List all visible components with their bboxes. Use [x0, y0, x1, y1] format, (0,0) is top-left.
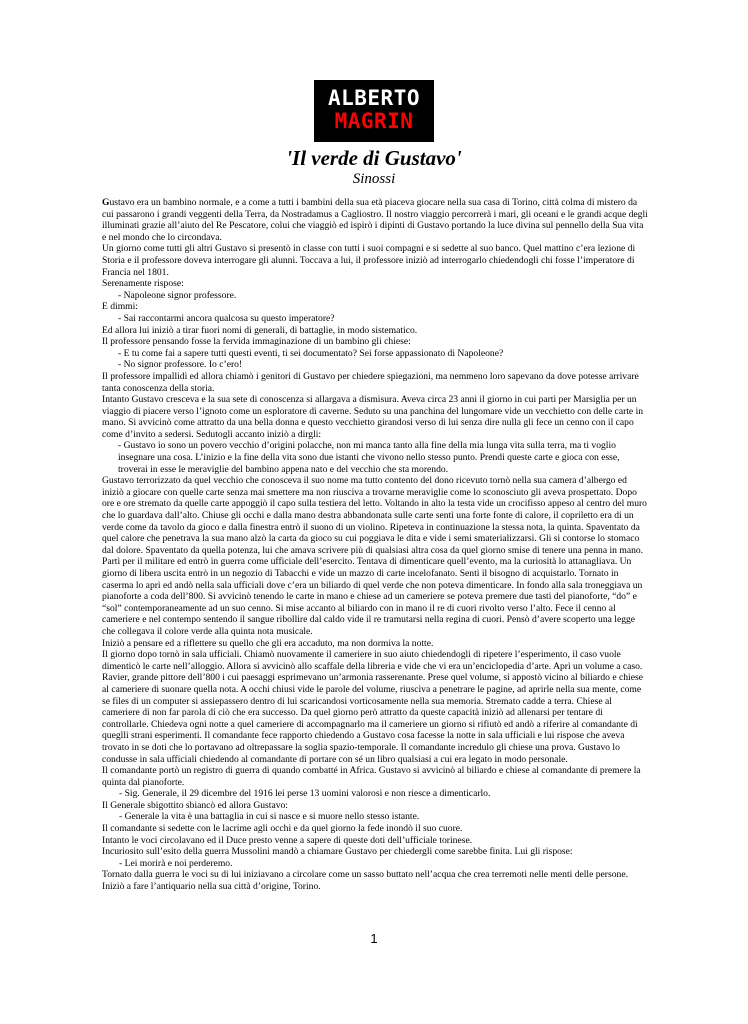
paragraph	[102, 811, 650, 823]
paragraph	[102, 371, 650, 394]
paragraph-text: Iniziò a fare l’antiquario nella sua città d’origine, Torino.	[102, 881, 321, 893]
paragraph	[102, 649, 650, 765]
paragraph	[102, 243, 650, 278]
paragraph-text: Serenamente rispose:	[102, 278, 184, 290]
logo-line-2: MAGRIN	[334, 109, 414, 133]
paragraph	[102, 197, 650, 243]
paragraph	[102, 858, 650, 870]
paragraph	[102, 846, 650, 858]
paragraph-text: Il professore pensando fosse la fervida immaginazione di un bambino gli chiese:	[102, 336, 411, 348]
paragraph-text: - Sig. Generale, il 29 dicembre del 1916 lei perse 13 uomini valorosi e non riesce a dimenticarlo.	[119, 788, 491, 800]
paragraph-text: - Generale la vita è una battaglia in cui si nasce e si muore nello stesso istante.	[119, 811, 420, 823]
paragraph-text: - Sai raccontarmi ancora qualcosa su questo imperatore?	[118, 312, 335, 324]
paragraph-text: E dimmi:	[102, 301, 138, 313]
paragraph	[102, 823, 650, 835]
paragraph-text: Intanto le voci circolavano ed il Duce presto venne a sapere di queste doti dell’ufficiale torinese.	[102, 834, 473, 846]
paragraph-text: ustavo era un bambino normale, e a come a tutti i bambini della sua età piaceva giocare nella sua casa di Torino, città colma di mistero da cui passarono i grandi veggenti della Terra, da Nostradamus a Cagliostro. Il nostro viaggio percorrerà i mari, gli oceani e le grandi acque degli illuminati grazie all’aiuto del Re Pescatore, colui che viaggiò ed ispirò i dipinti di Gustavo portando la luce divina sul pennello della Sua vita e nel mondo che lo circondava.	[102, 197, 648, 243]
paragraph-text: - Lei morirà e noi perderemo.	[119, 857, 233, 869]
paragraph	[102, 348, 650, 360]
paragraph	[102, 835, 650, 847]
paragraph	[102, 394, 650, 440]
document-title: 'Il verde di Gustavo'	[286, 146, 462, 170]
paragraph	[102, 290, 650, 302]
paragraph	[102, 475, 650, 637]
paragraph	[102, 765, 650, 788]
paragraph	[102, 359, 650, 371]
paragraph	[102, 325, 650, 337]
paragraph	[102, 301, 650, 313]
paragraph-text: Il comandante portò un registro di guerra di quando combatté in Africa. Gustavo si avvicinò al biliardo e chiese al comandante di premere la quinta dal pianoforte.	[102, 765, 641, 788]
paragraph-text: - Gustavo io sono un povero vecchio d’origini polacche, non mi manca tanto alla fine della mia lunga vita sulla terra, ma ti voglio insegnare una cosa. L’inizio e la fine della vita sono due istanti che vivono nello stesso punto. Prendi queste carte e gioca con esse, troverai in esse le meraviglie del bambino appena nato e del vecchio che sta morendo.	[118, 440, 620, 475]
first-letter: G	[102, 197, 110, 208]
paragraph-text: Intanto Gustavo cresceva e la sua sete di conoscenza si allargava a dismisura. Aveva circa 23 anni il giorno in cui partì per Marsiglia per un viaggio di piacere verso l’ignoto come un esploratore di caverne. Seduto su una panchina del lungomare vide un vecchietto con delle carte in mano. Si avvicinò come attratto da una bella donna e questo vecchietto girandosi verso di lui senza dire nulla gli fece un cenno con il capo come d’invito a sedersi. Sedutogli accanto iniziò a dirgli:	[102, 394, 644, 440]
paragraph	[102, 313, 650, 325]
paragraph	[102, 638, 650, 650]
paragraph-text: Il Generale sbigottito sbiancò ed allora Gustavo:	[102, 799, 288, 811]
paragraph	[102, 800, 650, 812]
paragraph-text: Un giorno come tutti gli altri Gustavo si presentò in classe con tutti i suoi compagni e si sedette al suo banco. Quel mattino c’era lezione di Storia e il professore doveva interrogare gli alunni. Toccava a lui, il professore iniziò ad interrogarlo chiedendogli chi fosse l’imperatore di Francia nel 1801.	[102, 243, 636, 278]
paragraph-text: Gustavo terrorizzato da quel vecchio che conosceva il suo nome ma tutto contento del dono ricevuto tornò nella sua camera d’albergo ed iniziò a giocare con quelle carte senza mai smettere ma non riusciva a trovarne meraviglie come lo sconosciuto gli aveva prospettato. Dopo ore e ore stremato da quelle carte appoggiò il capo sulla testiera del letto. Voltando in alto la testa vide un crocifisso appeso al centro del muro che lo guardava dall’alto. Chiuse gli occhi e dalla mano destra abbandonata sulle carte sentì una forte fonte di calore, il copriletto era di un verde come da tavolo da gioco e dalla finestra entrò il suono di un violino. Ripeteva in continuazione la stessa nota, la quinta. Spaventato da quel calore che penetrava la sua mano alzò la carta da gioco su cui poggiava le dita e vide i semi smaterializzarsi. Gli si contorse lo stomaco dal dolore. Spaventato da quella potenza, lui che amava scrivere più di qualsiasi altra cosa da quel giorno smise di tenere una penna in mano. Partì per il militare ed entrò in guerra come ufficiale dell’esercito. Tentava di dimenticare quell’evento, ma la curiosità lo attanagliava. Un giorno di libera uscita entrò in un negozio di Tabacchi e vide un mazzo di carte incelofanato. Sentì il bisogno di acquistarlo. Tornato in caserma lo aprì ed andò nella sala ufficiali dove c’era un biliardo di quel verde che non poteva dimenticare. In fondo alla sala troneggiava un pianoforte a coda dell’800. Si avvicinò tenendo le carte in mano e chiese ad un cameriere se poteva premere due tasti del pianoforte, “do” e “sol” contemporaneamente ad un suo cenno. Si mise accanto al biliardo con in mano il re di cuori rivolto verso l’alto. Fece il cenno al cameriere e nel contempo sentendo il sangue ribollire dal caldo vide il re tramutarsi nella regina di cuori. Pensò d’avere scoperto una legge che collegava il colore verde alla quinta nota musicale.	[102, 475, 647, 637]
paragraph	[102, 869, 650, 881]
paragraph-text: Il comandante si sedette con le lacrime agli occhi e da quel giorno la fede inondò il suo cuore.	[102, 823, 463, 835]
paragraph	[102, 336, 650, 348]
paragraph-text: Iniziò a pensare ed a riflettere su quello che gli era accaduto, ma non dormiva la notte.	[102, 637, 434, 649]
paragraph	[102, 278, 650, 290]
paragraph	[102, 440, 650, 475]
page-number: 1	[370, 931, 378, 946]
paragraph-text: - No signor professore. Io c’ero!	[118, 359, 243, 371]
paragraph	[102, 881, 650, 893]
document-subtitle: Sinossi	[352, 171, 396, 187]
author-logo	[314, 80, 434, 142]
paragraph	[102, 788, 650, 800]
document-body	[102, 197, 650, 893]
paragraph-text: Ed allora lui iniziò a tirar fuori nomi di generali, di battaglie, in modo sistematico.	[102, 324, 418, 336]
paragraph-text: Tornato dalla guerra le voci su di lui iniziavano a circolare come un sasso buttato nell’acqua che crea terremoti nelle menti delle persone.	[102, 869, 628, 881]
paragraph-text: Incuriosito sull’esito della guerra Mussolini mandò a chiamare Gustavo per chiedergli come sarebbe finita. Lui gli rispose:	[102, 846, 573, 858]
logo-line-1: ALBERTO	[327, 86, 420, 110]
paragraph-text: Il giorno dopo tornò in sala ufficiali. Chiamò nuovamente il cameriere in suo aiuto chiedendogli di ripetere l’esperimento, il caso vuole dimenticò le carte nell’alloggio. Allora si avvicinò allo scaffale della libreria e vide che vi era un’enciclopedia d’arte. Aprì un volume a caso. Ravier, grande pittore dell’800 i cui paesaggi esprimevano un’armonia rasserenante. Prese quel volume, si appostò vicino al biliardo e chiese al cameriere di suonare quella nota. A occhi chiusi vide le parole del volume, riuscìva a penetrare le pagine, ad aprirle nella sua mente, come se files di un computer si assiepassero dentro di lui scaricandosi vorticosamente nella sua memoria. Stremato cadde a terra. Chiese al cameriere di non far parola di ciò che era successo. Da quel giorno però attratto da queste capacità iniziò ad allenarsi per tentare di controllarle. Chiedeva ogni notte a quel cameriere di accompagnarlo ma il cameriere un giorno si rifiutò ed andò a riferire al comandante di queglli strani esperimenti. Il comandante fece rapporto chiedendo a Gustavo cosa facesse la notte in sala ufficiali e lui rispose che aveva trovato in se doti che lo portavano ad oltrepassare la soglia spazio-temporale. Il comandante incredulo gli chiese una prova. Gustavo lo condusse in sala ufficiali chiedendo al comandante di portare con sé un libro qualsiasi a cui era legato in modo personale.	[102, 649, 643, 765]
paragraph-text: Il professore impallidì ed allora chiamò i genitori di Gustavo per chiedere spiegazioni, ma nemmeno loro sapevano da dove potesse arrivare tanta conoscenza della storia.	[102, 370, 639, 394]
paragraph-text: - E tu come fai a sapere tutti questi eventi, ti sei documentato? Sei forse appassionato di Napoleone?	[118, 347, 504, 359]
paragraph-text: - Napoleone signor professore.	[118, 289, 237, 301]
